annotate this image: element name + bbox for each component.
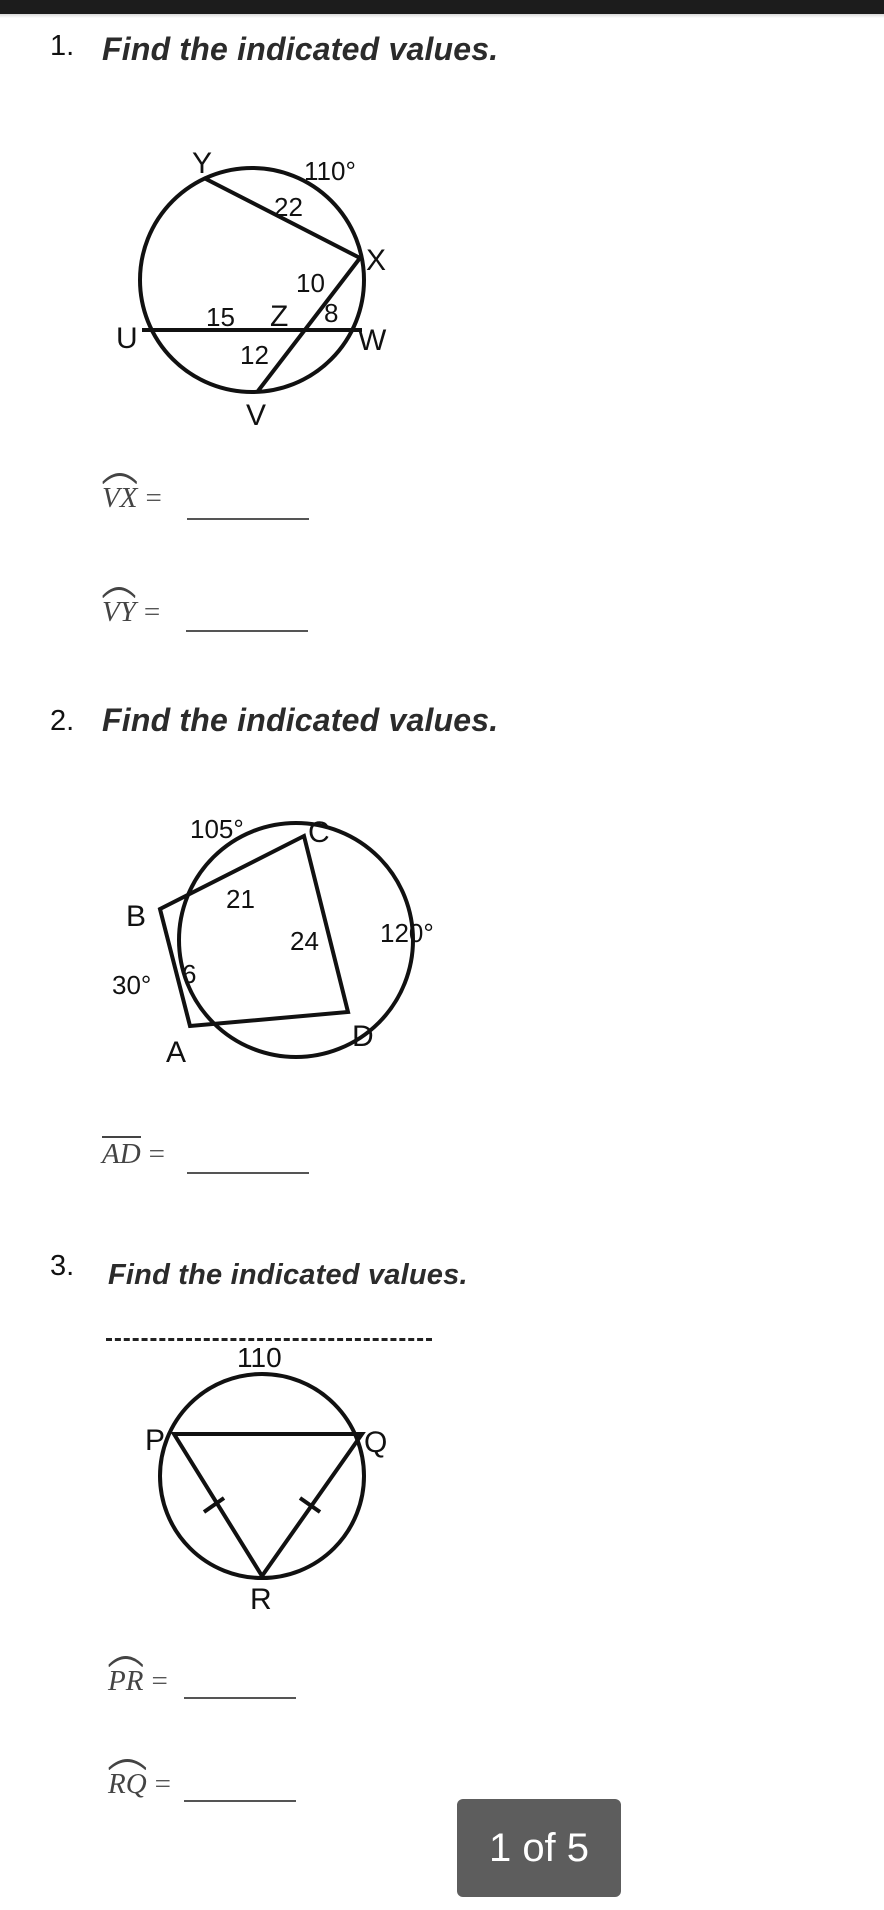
question-3-title: Find the indicated values. xyxy=(108,1259,468,1291)
label-arc-pq: 110 xyxy=(237,1342,282,1373)
label-u: U xyxy=(116,322,138,355)
answer-rq-equals: = xyxy=(154,1768,172,1800)
answer-vx-equals: = xyxy=(145,482,162,514)
answer-ad-blank[interactable] xyxy=(187,1172,309,1174)
answer-vy xyxy=(102,596,160,629)
label-p: P xyxy=(145,1424,166,1457)
question-3-number: 3. xyxy=(50,1250,75,1282)
label-seg-ab: 6 xyxy=(182,959,197,989)
question-1-figure xyxy=(100,140,440,440)
label-arc-cd: 120° xyxy=(380,918,434,948)
top-bar xyxy=(0,0,884,14)
answer-vy-equals: = xyxy=(143,596,161,628)
label-arc-ab: 30° xyxy=(112,970,152,1000)
label-seg-bc: 21 xyxy=(226,884,255,914)
label-seg-yx: 22 xyxy=(274,192,303,222)
top-bar-shadow xyxy=(0,14,884,18)
label-seg-uz: 15 xyxy=(206,302,235,332)
label-v: V xyxy=(246,399,267,432)
answer-pr-equals: = xyxy=(151,1665,168,1697)
question-1-title: Find the indicated values. xyxy=(102,31,499,67)
label-y: Y xyxy=(192,147,213,180)
label-seg-zv: 12 xyxy=(240,340,269,370)
question-1-number: 1. xyxy=(50,30,75,62)
answer-rq xyxy=(108,1768,171,1801)
label-seg-zx: 10 xyxy=(296,268,325,298)
answer-vx xyxy=(102,482,162,515)
page-indicator[interactable] xyxy=(457,1799,621,1897)
triangle-pqr xyxy=(174,1434,362,1576)
answer-ad-label: AD xyxy=(102,1138,141,1170)
question-2-figure xyxy=(100,800,460,1080)
answer-vy-blank[interactable] xyxy=(186,630,308,632)
label-q: Q xyxy=(364,1426,388,1459)
question-2-title: Find the indicated values. xyxy=(102,702,499,738)
label-arc-bc: 105° xyxy=(190,814,244,844)
answer-ad-equals: = xyxy=(148,1138,166,1170)
label-d: D xyxy=(352,1020,374,1053)
answer-vx-blank[interactable] xyxy=(187,518,309,520)
answer-vx-label: VX xyxy=(102,482,138,514)
answer-ad xyxy=(102,1138,165,1171)
label-w: W xyxy=(358,324,387,357)
answer-vy-label: VY xyxy=(102,596,136,628)
question-2-number: 2. xyxy=(50,705,75,737)
label-c: C xyxy=(308,816,330,849)
answer-pr-blank[interactable] xyxy=(184,1697,296,1699)
label-x: X xyxy=(366,244,387,277)
label-r: R xyxy=(250,1583,272,1616)
answer-pr-label: PR xyxy=(108,1665,144,1697)
answer-rq-label: RQ xyxy=(108,1768,147,1800)
label-seg-zw: 8 xyxy=(324,298,339,328)
page-indicator-text: 1 of 5 xyxy=(488,1825,590,1870)
label-b: B xyxy=(126,900,147,933)
label-seg-cd: 24 xyxy=(290,926,319,956)
label-z: Z xyxy=(270,300,289,333)
label-a: A xyxy=(166,1036,187,1069)
answer-rq-blank[interactable] xyxy=(184,1800,296,1802)
quadrilateral-abcd xyxy=(160,836,348,1026)
question-3-figure xyxy=(140,1340,420,1620)
answer-pr xyxy=(108,1665,168,1698)
label-arc-yx: 110° xyxy=(304,156,356,186)
